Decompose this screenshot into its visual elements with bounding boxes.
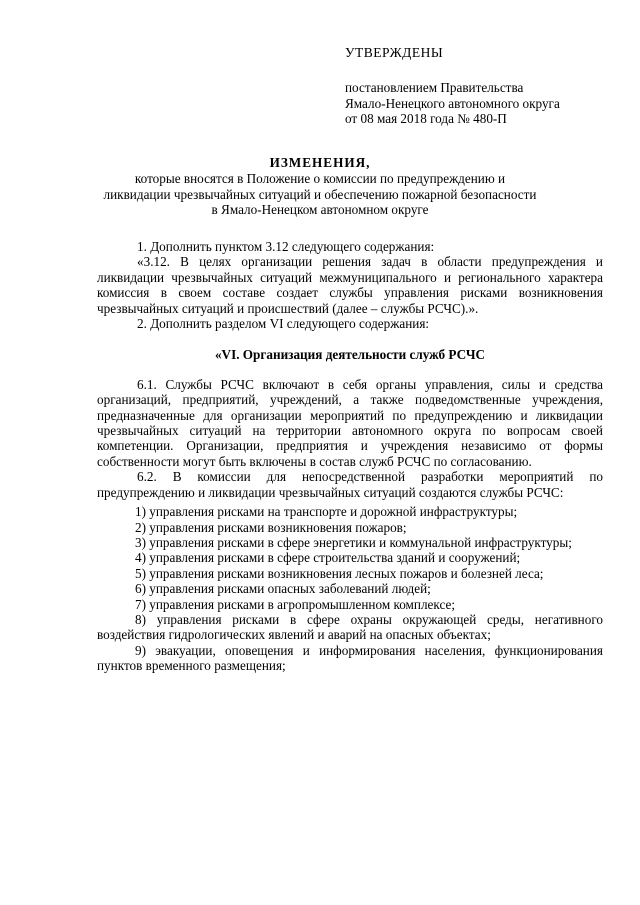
list-item: 5) управления рисками возникновения лесных пожаров и болезней леса; (135, 565, 544, 581)
list-item: 2) управления рисками возникновения пожаров; (135, 519, 407, 535)
approval-line-date: от 08 мая 2018 года № 480-П (345, 111, 507, 127)
list-item: 8) управления рисками в сфере охраны окружающей среды, негативного воздействия гидрологических явлений и аварий на опасных объектах; (97, 611, 603, 643)
approval-title: УТВЕРЖДЕНЫ (345, 45, 444, 60)
paragraph-6-2: 6.2. В комиссии для непосредственной разработки мероприятий по предупреждению и ликвидации чрезвычайных ситуаций создаются службы РСЧС: (97, 469, 603, 500)
list-item: 6) управления рисками опасных заболеваний людей; (135, 581, 431, 597)
approval-block (345, 45, 615, 127)
item-2: 2. Дополнить разделом VI следующего содержания: (137, 316, 430, 332)
document-title: ИЗМЕНЕНИЯ, (269, 155, 371, 170)
document-body (97, 239, 603, 674)
section-vi-title: «VI. Организация деятельности служб РСЧС (214, 347, 486, 363)
approval-line-region: Ямало-Ненецкого автономного округа (345, 95, 560, 111)
list-item: 3) управления рисками в сфере энергетики и коммунальной инфраструктуры; (135, 534, 572, 550)
approval-line-decree: постановлением Правительства (345, 80, 524, 96)
list-item: 7) управления рисками в агропромышленном комплексе; (135, 596, 455, 612)
document-subtitle: которые вносятся в Положение о комиссии по предупреждению и ликвидации чрезвычайных ситуаций и обеспечению пожарной безопасности в Ямало-Ненецком автономном округе (103, 171, 537, 218)
list-item: 9) эвакуации, оповещения и информирования населения, функционирования пунктов временного размещения; (97, 642, 603, 674)
quote-3-12: «3.12. В целях организации решения задач в области предупреждения и ликвидации чрезвычайных ситуаций межмуниципального и регионального характера комиссия в своем составе создает службы управления рисками возникновения чрезвычайных ситуаций и происшествий (далее – службы РСЧС).». (97, 254, 603, 316)
document-heading (100, 155, 540, 218)
item-1: 1. Дополнить пунктом 3.12 следующего содержания: (137, 239, 435, 254)
list-item: 4) управления рисками в сфере строительства зданий и сооружений; (135, 550, 521, 566)
paragraph-6-1: 6.1. Службы РСЧС включают в себя органы управления, силы и средства организаций, предприятий, учреждений, а также подведомственные учреждения, предназначенные для организации мероприятий по предупреждению и ликвидации чрезвычайных ситуаций на территории автономного округа по вопросам своей компетенции. Организации, предприятия и учреждения независимо от формы собственности могут быть включены в состав служб РСЧС по согласованию. (97, 376, 603, 469)
list-item: 1) управления рисками на транспорте и дорожной инфраструктуры; (135, 504, 518, 520)
